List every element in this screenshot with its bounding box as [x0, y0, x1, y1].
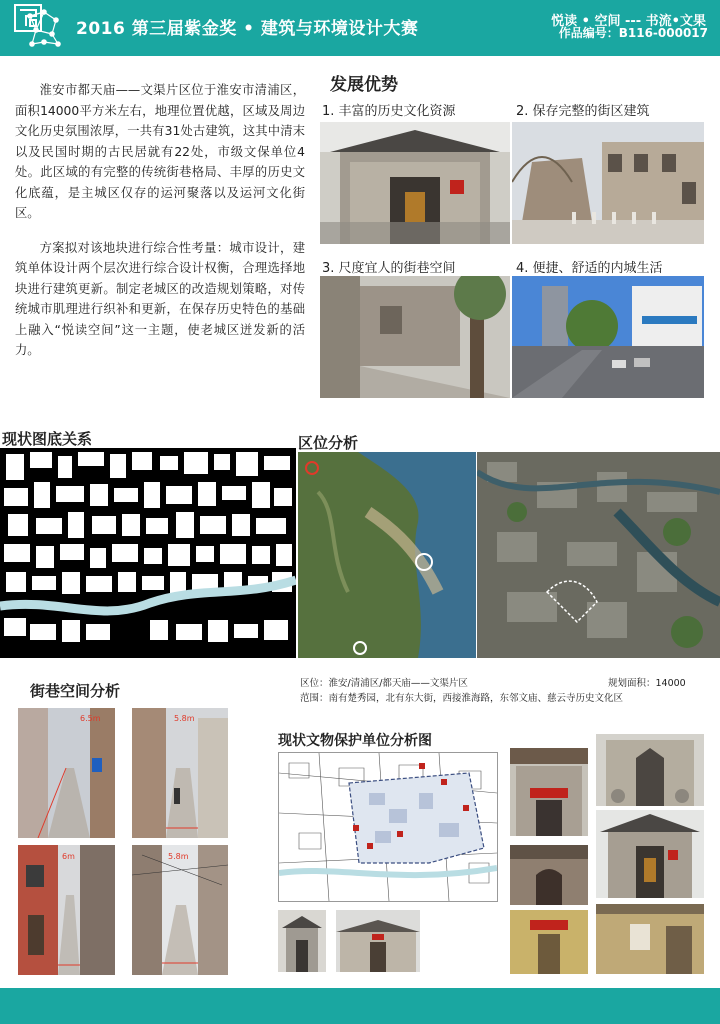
planned-area: 规划面积：14000 — [608, 678, 686, 689]
advantage-1-label: 1. 丰富的历史文化资源 — [322, 104, 456, 119]
intro-paragraph-2: 方案拟对该地块进行综合性考量：城市设计，建筑单体设计两个层次进行综合设计权衡，合理选择地块进行建筑更新。制定老城区的改造规划策略，对传统城市肌理进行织补和更新，在保存历史特色的基础上融入“悦读空间”这一主题，使老城区迸发新的活力。 — [15, 240, 305, 357]
historic-gate-photo — [320, 122, 510, 244]
street-width-2: 5.8m — [174, 714, 195, 723]
regional-satellite-map — [298, 452, 476, 658]
heritage-photo-1 — [510, 748, 588, 836]
city-street-photo — [512, 276, 704, 398]
heritage-title: 现状文物保护单位分析图 — [278, 733, 432, 749]
footer-slogan: 悦读 • 空间 --- 书流•文果 — [551, 14, 706, 29]
heritage-photo-4 — [510, 845, 588, 905]
figure-ground-map — [0, 448, 296, 658]
heritage-house-photo-small — [336, 910, 420, 972]
street-photo-2 — [132, 708, 228, 838]
street-photo-4 — [132, 845, 228, 975]
location-analysis-title: 区位分析 — [298, 434, 359, 452]
footer-bar — [0, 988, 720, 1024]
city-satellite-map — [477, 452, 720, 658]
figure-ground-title: 现状图底关系 — [2, 430, 93, 448]
alley-space-photo — [320, 276, 510, 398]
intro-paragraph-1: 淮安市都天庙——文渠片区位于淮安市清浦区，面积14000平方米左右，地理位置优越，区域及周边文化历史氛围浓厚，一共有31处古建筑，这其中清末以及民国时期的古民居就有22处，市级文保单位4处。此区域的有完整的传统街巷格局、丰厚的历史文化底蕴，是主城区仅存的运河聚落以及运河文化街区。 — [15, 83, 305, 220]
street-width-4: 5.8m — [168, 852, 189, 861]
contest-title: 2016 第三届紫金奖 • 建筑与环境设计大赛 — [76, 19, 419, 39]
entry-number: 作品编号：B116-000017 — [558, 26, 708, 40]
street-photo-3 — [18, 845, 115, 975]
location-scope-line: 范围：南有楚秀园，北有东大街，西接淮海路，东邻文庙、慈云寺历史文化区 — [300, 693, 624, 704]
street-photo-1 — [18, 708, 115, 838]
advantage-4-label: 4. 便捷、舒适的内城生活 — [516, 261, 663, 276]
square-pattern-logo — [14, 4, 42, 32]
heritage-gate-photo-small — [278, 910, 326, 972]
heritage-site-map — [278, 752, 498, 902]
heritage-photo-2 — [596, 734, 704, 806]
heritage-photo-3 — [596, 810, 704, 898]
heritage-photo-5 — [510, 910, 588, 974]
advantages-title: 发展优势 — [330, 75, 398, 95]
intro-text — [15, 80, 305, 375]
street-space-title: 街巷空间分析 — [30, 682, 121, 700]
location-area-line: 区位：淮安/清浦区/都天庙——文渠片区 — [300, 678, 468, 689]
street-width-1: 6.5m — [80, 714, 101, 723]
street-width-3: 6m — [62, 852, 75, 861]
heritage-photo-6 — [596, 904, 704, 974]
street-buildings-photo — [512, 122, 704, 244]
advantage-3-label: 3. 尺度宜人的街巷空间 — [322, 261, 456, 276]
advantage-2-label: 2. 保存完整的街区建筑 — [516, 104, 650, 119]
